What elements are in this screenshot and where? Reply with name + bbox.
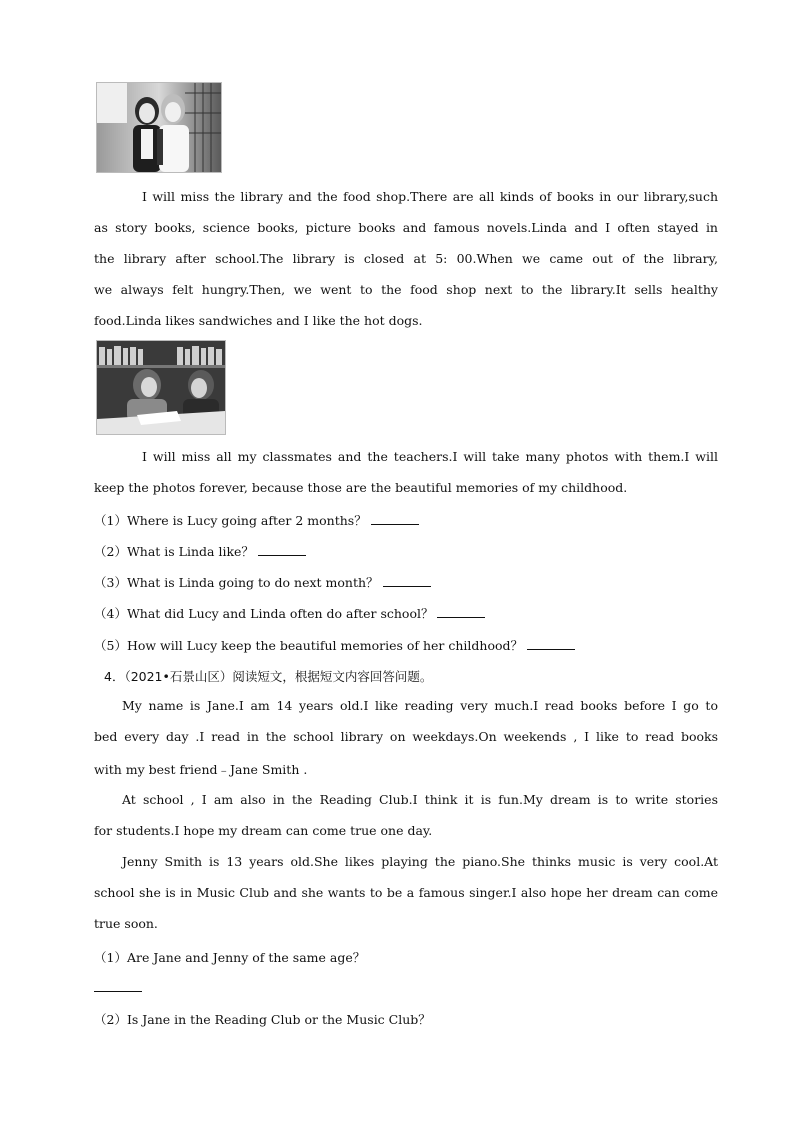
question-text: （3）What is Linda going to do next month？ [94,575,379,590]
library-girls-image [97,341,225,434]
passage-line: school she is in Music Club and she wants to be a famous singer.I also hope her dream can come [94,885,718,900]
passage-text: At school , I am also in the Reading Club.I think it is fun.My dream is to write stories [122,792,718,807]
question-text: （1）Where is Lucy going after 2 months？ [94,513,367,528]
passage-text: I will miss the library and the food shop.There are all kinds of books in our library,such [142,189,718,204]
answer-blank[interactable] [371,512,419,525]
photo-two-girls [96,82,222,173]
question-text: （5）How will Lucy keep the beautiful memories of her childhood？ [94,638,524,653]
answer-blank[interactable] [527,637,575,650]
passage-line [94,792,718,807]
passage-line: food.Linda likes sandwiches and I like the hot dogs. [94,313,423,328]
question-text: （4）What did Lucy and Linda often do after school？ [94,606,434,621]
question-text: （2）What is Linda like？ [94,544,254,559]
answer-blank[interactable] [437,605,485,618]
photo-library-girls [96,340,226,435]
two-girls-image [97,83,221,172]
question-item [94,511,419,529]
exercise-header: 4．（2021•石景山区）阅读短文，根据短文内容回答问题。 [104,669,433,684]
passage-line: the library after school.The library is closed at 5: 00.When we came out of the library, [94,251,718,266]
question-item: （1）Are Jane and Jenny of the same age？ [94,950,366,965]
passage-text: My name is Jane.I am 14 years old.I like reading very much.I read books before I go to [122,698,718,713]
answer-blank[interactable] [383,574,431,587]
passage-line [94,189,718,204]
passage-line [94,698,718,713]
answer-blank[interactable] [258,543,306,556]
question-item: （2）Is Jane in the Reading Club or the Music Club？ [94,1012,431,1027]
passage-line: bed every day .I read in the school library on weekdays.On weekends , I like to read books [94,729,718,744]
passage-line: for students.I hope my dream can come true one day. [94,823,433,838]
passage-line: we always felt hungry.Then, we went to the food shop next to the library.It sells healthy [94,282,718,297]
passage-line [94,449,718,464]
passage-text: Jenny Smith is 13 years old.She likes playing the piano.She thinks music is very cool.At [122,854,718,869]
passage-line: keep the photos forever, because those are the beautiful memories of my childhood. [94,480,628,495]
passage-line [94,854,718,869]
question-item [94,573,431,591]
passage-text: I will miss all my classmates and the teachers.I will take many photos with them.I will [142,449,718,464]
passage-line: as story books, science books, picture books and famous novels.Linda and I often stayed in [94,220,718,235]
question-item [94,604,485,622]
passage-line: true soon. [94,916,158,931]
passage-line: with my best friend﹣Jane Smith . [94,762,308,777]
answer-line[interactable] [94,979,142,995]
question-item [94,542,306,560]
question-item [94,636,575,654]
